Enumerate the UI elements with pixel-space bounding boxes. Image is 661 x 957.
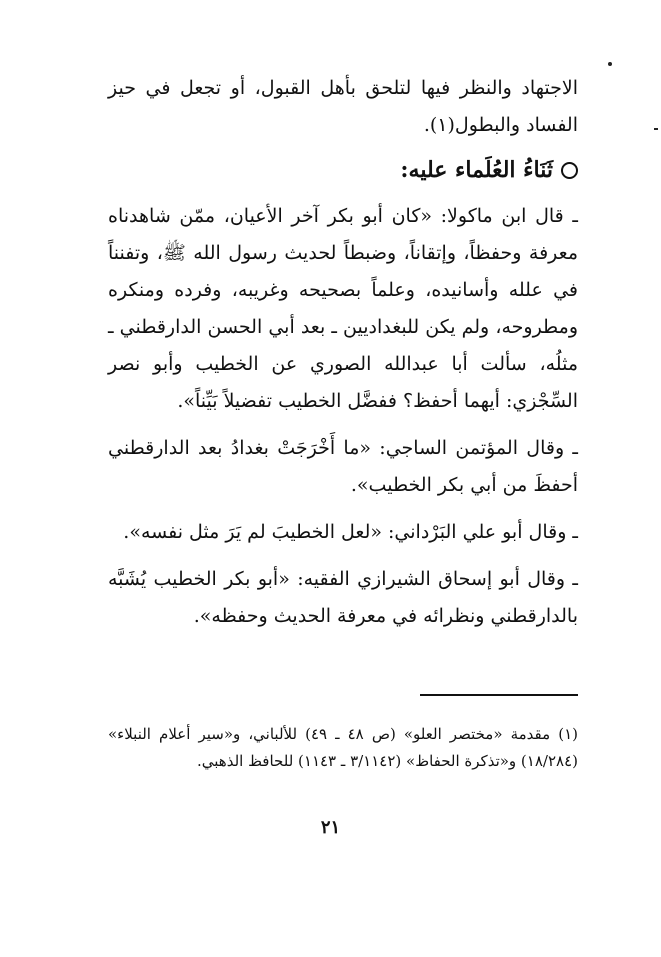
quote-al-bardani: ـ وقال أبو علي البَرْداني: «لعل الخطيبَ لم يَرَ مثل نفسه». — [123, 521, 578, 543]
margin-dash — [654, 128, 658, 130]
intro-paragraph: الاجتهاد والنظر فيها لتلحق بأهل القبول، أو تجعل في حيز الفساد والبطول(١). — [108, 77, 578, 136]
footnote-separator — [420, 694, 578, 696]
margin-dot — [608, 62, 612, 66]
quote-ibn-makula: ـ قال ابن ماكولا: «كان أبو بكر آخر الأعيان، ممّن شاهدناه معرفة وحفظاً، وإتقاناً، وضبطاً لحديث رسول الله ﷺ، وتفنناً في علله وأسانيده، وعلماً بصحيحه وغريبه، وفرده ومنكره ومطروحه، ولم يكن للبغداديين ـ بعد أبي الحسن الدارقطني ـ مثلُه، سألت أبا عبدالله الصوري عن الخطيب وأبو نصر السِّجْزي: أيهما أحفظ؟ ففضَّل الخطيب تفضيلاً بَيِّناً». — [108, 205, 578, 412]
main-text-column — [108, 70, 578, 635]
section-heading — [108, 150, 578, 190]
page-number: ٢١ — [320, 817, 341, 838]
section-heading-text: ثَنَاءُ العُلَماء عليه: — [400, 157, 553, 183]
quote-al-shirazi: ـ وقال أبو إسحاق الشيرازي الفقيه: «أبو بكر الخطيب يُشَبَّه بالدارقطني ونظرائه في معرفة الحديث وحفظه». — [108, 568, 578, 627]
footnote: (١) مقدمة «مختصر العلو» (ص ٤٨ ـ ٤٩) للألباني، و«سير أعلام النبلاء» (١٨/٢٨٤) و«تذكرة الحفاظ» (٣/١١٤٢ ـ ١١٤٣) للحافظ الذهبي. — [108, 725, 579, 770]
quote-al-saji: ـ وقال المؤتمن الساجي: «ما أَخْرَجَتْ بغدادُ بعد الدارقطني أحفظَ من أبي بكر الخطيب». — [108, 437, 578, 496]
circle-bullet-icon — [561, 162, 578, 179]
